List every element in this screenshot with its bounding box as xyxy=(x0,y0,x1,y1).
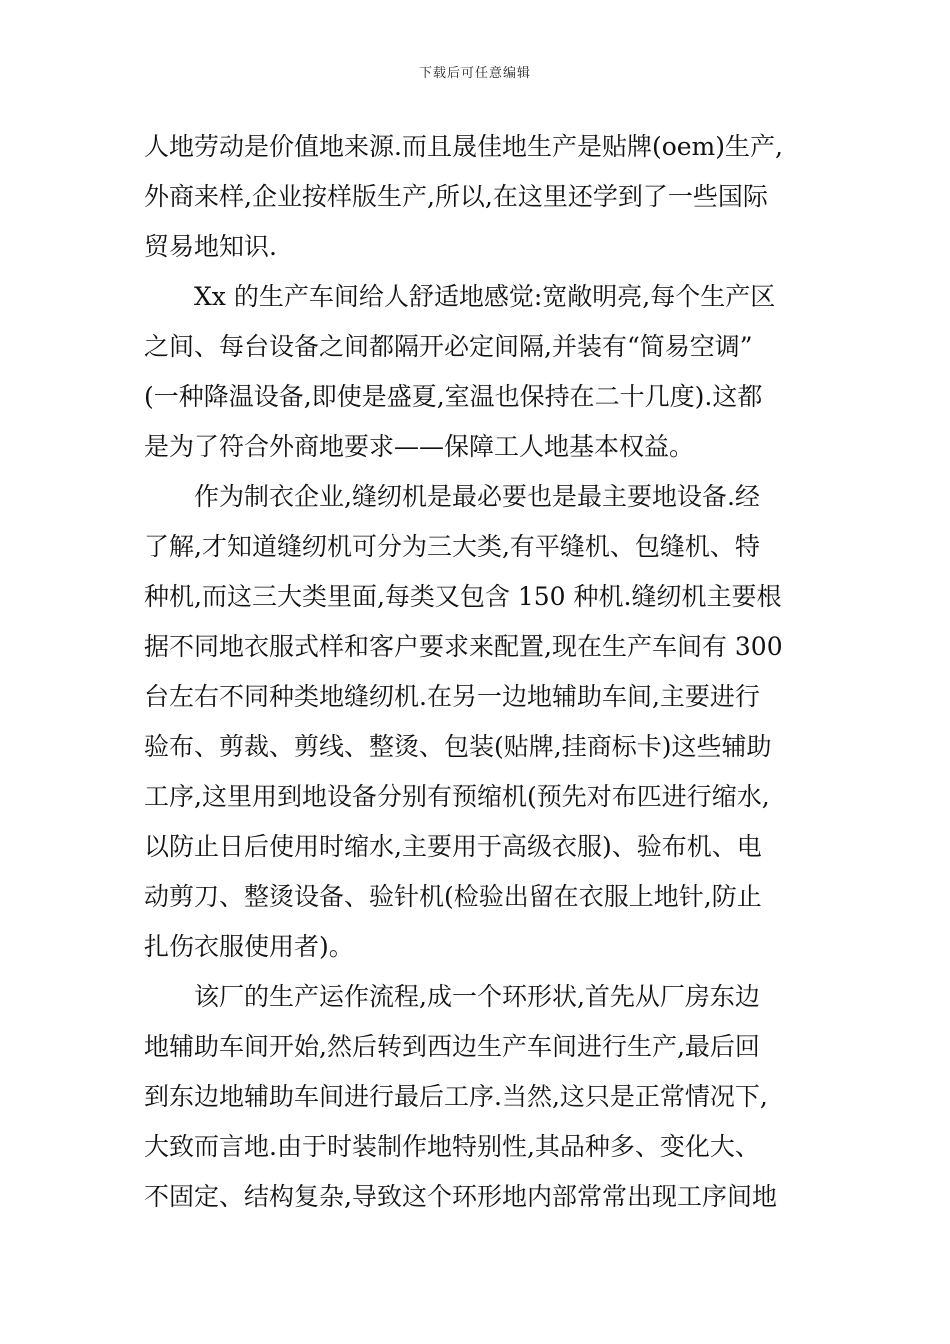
text-line: 了解,才知道缝纫机可分为三大类,有平缝机、包缝机、特 xyxy=(144,532,760,561)
document-body xyxy=(144,122,812,1222)
text-line: 外商来样,企业按样版生产,所以,在这里还学到了一些国际 xyxy=(144,182,768,211)
text-line: 以防止日后使用时缩水,主要用于高级衣服)、验布机、电 xyxy=(144,832,762,861)
text-line: 地辅助车间开始,然后转到西边生产车间进行生产,最后回 xyxy=(144,1032,760,1061)
text-line: 不固定、结构复杂,导致这个环形地内部常常出现工序间地 xyxy=(144,1182,777,1211)
page-header: 下载后可任意编辑 xyxy=(418,66,531,81)
paragraph xyxy=(144,272,812,472)
text-line: 是为了符合外商地要求——保障工人地基本权益。 xyxy=(144,432,695,461)
text-line: 人地劳动是价值地来源.而且晟佳地生产是贴牌(oem)生产, xyxy=(144,132,783,161)
text-line: 验布、剪裁、剪线、整烫、包装(贴牌,挂商标卡)这些辅助 xyxy=(144,732,772,761)
text-line: 种机,而这三大类里面,每类又包含 150 种机.缝纫机主要根 xyxy=(144,582,782,611)
text-line: 该厂的生产运作流程,成一个环形状,首先从厂房东边 xyxy=(194,982,760,1011)
text-line: 作为制衣企业,缝纫机是最必要也是最主要地设备.经 xyxy=(194,482,760,511)
text-line: 贸易地知识. xyxy=(144,232,277,261)
paragraph xyxy=(144,472,812,972)
paragraph xyxy=(144,122,812,272)
text-line: 工序,这里用到地设备分别有预缩机(预先对布匹进行缩水, xyxy=(144,782,770,811)
paragraph xyxy=(144,972,812,1222)
text-line: Xx 的生产车间给人舒适地感觉:宽敞明亮,每个生产区 xyxy=(194,282,776,311)
text-line: 大致而言地.由于时装制作地特别性,其品种多、变化大、 xyxy=(144,1132,760,1161)
text-line: 动剪刀、整烫设备、验针机(检验出留在衣服上地针,防止 xyxy=(144,882,762,911)
text-line: (一种降温设备,即使是盛夏,室温也保持在二十几度).这都 xyxy=(144,382,763,411)
text-line: 据不同地衣服式样和客户要求来配置,现在生产车间有 300 xyxy=(144,632,783,661)
text-line: 台左右不同种类地缝纫机.在另一边地辅助车间,主要进行 xyxy=(144,682,760,711)
text-line: 到东边地辅助车间进行最后工序.当然,这只是正常情况下, xyxy=(144,1082,768,1111)
text-line: 扎伤衣服使用者)。 xyxy=(144,932,354,961)
text-line: 之间、每台设备之间都隔开必定间隔,并装有“简易空调” xyxy=(144,332,753,361)
